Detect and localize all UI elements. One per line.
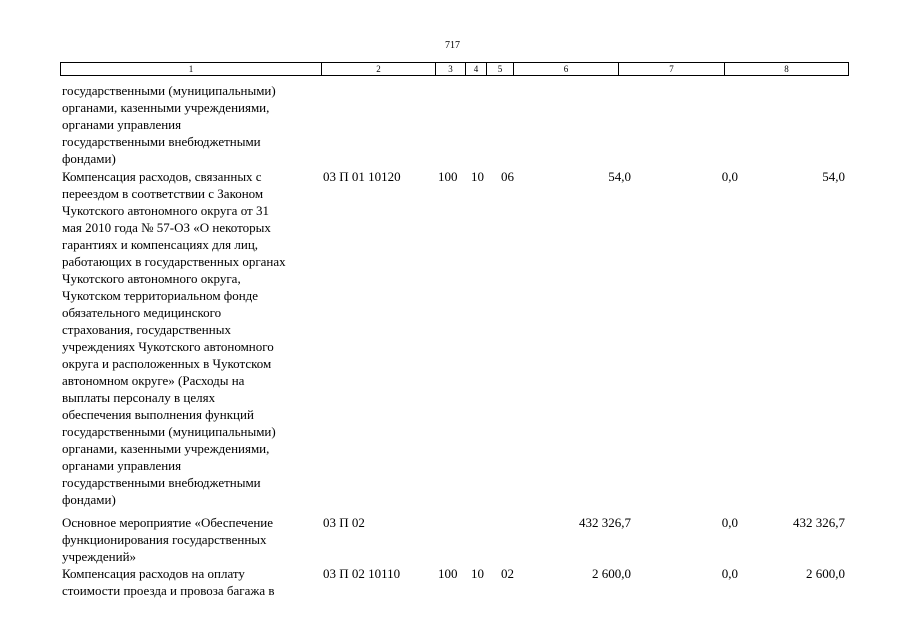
header-col-6: 6 xyxy=(514,63,619,75)
row-value-regional: 54,0 xyxy=(822,169,845,184)
row-subsection: 02 xyxy=(501,566,514,581)
row-expense-type: 100 xyxy=(438,566,458,581)
row-subsection: 06 xyxy=(501,169,514,184)
row-section: 10 xyxy=(471,169,484,184)
row-value-regional: 2 600,0 xyxy=(806,566,845,581)
row-section: 10 xyxy=(471,566,484,581)
row-code: 03 П 02 xyxy=(323,515,365,530)
header-col-8: 8 xyxy=(784,64,789,74)
row-value-total: 54,0 xyxy=(608,169,631,184)
table-header xyxy=(60,62,849,76)
row-name: Компенсация расходов, связанных с переездом в соответствии с Законом Чукотского автономного округа от 31 мая 2010 года № 57-ОЗ «О некоторых гарантиях и компенсациях для лиц, работающих в государственных органах Чукотского автономного округа, Чукотском территориальном фонде обязательного медицинского страхования, государственных учреждениях Чукотского автономного округа и расположенных в Чукотском автономном округе» (Расходы на выплаты персоналу в целях обеспечения выполнения функций государственными (муниципальными) органами, казенными учреждениями, органами управления государственными внебюджетными фондами) xyxy=(62,169,286,507)
row-name: государственными (муниципальными) органами, казенными учреждениями, органами управления государственными внебюджетными фондами) xyxy=(62,83,276,166)
row-value-federal: 0,0 xyxy=(721,566,738,581)
header-col-7: 7 xyxy=(619,63,725,75)
row-expense-type: 100 xyxy=(438,169,458,184)
row-value-total: 2 600,0 xyxy=(592,566,631,581)
header-col-4: 4 xyxy=(466,63,487,75)
page-number: 717 xyxy=(445,40,460,51)
header-col-5: 5 xyxy=(487,63,514,75)
row-code: 03 П 01 10120 xyxy=(323,169,401,184)
row-name: Компенсация расходов на оплату стоимости проезда и провоза багажа в xyxy=(62,566,275,598)
header-col-3: 3 xyxy=(436,63,466,75)
row-value-regional: 432 326,7 xyxy=(793,515,845,530)
row-name: Основное мероприятие «Обеспечение функционирования государственных учреждений» xyxy=(62,515,274,564)
header-col-2: 2 xyxy=(322,63,436,75)
row-value-federal: 0,0 xyxy=(721,169,738,184)
row-code: 03 П 02 10110 xyxy=(323,566,401,581)
row-value-total: 432 326,7 xyxy=(579,515,631,530)
row-value-federal: 0,0 xyxy=(721,515,738,530)
header-col-1: 1 xyxy=(61,63,322,75)
